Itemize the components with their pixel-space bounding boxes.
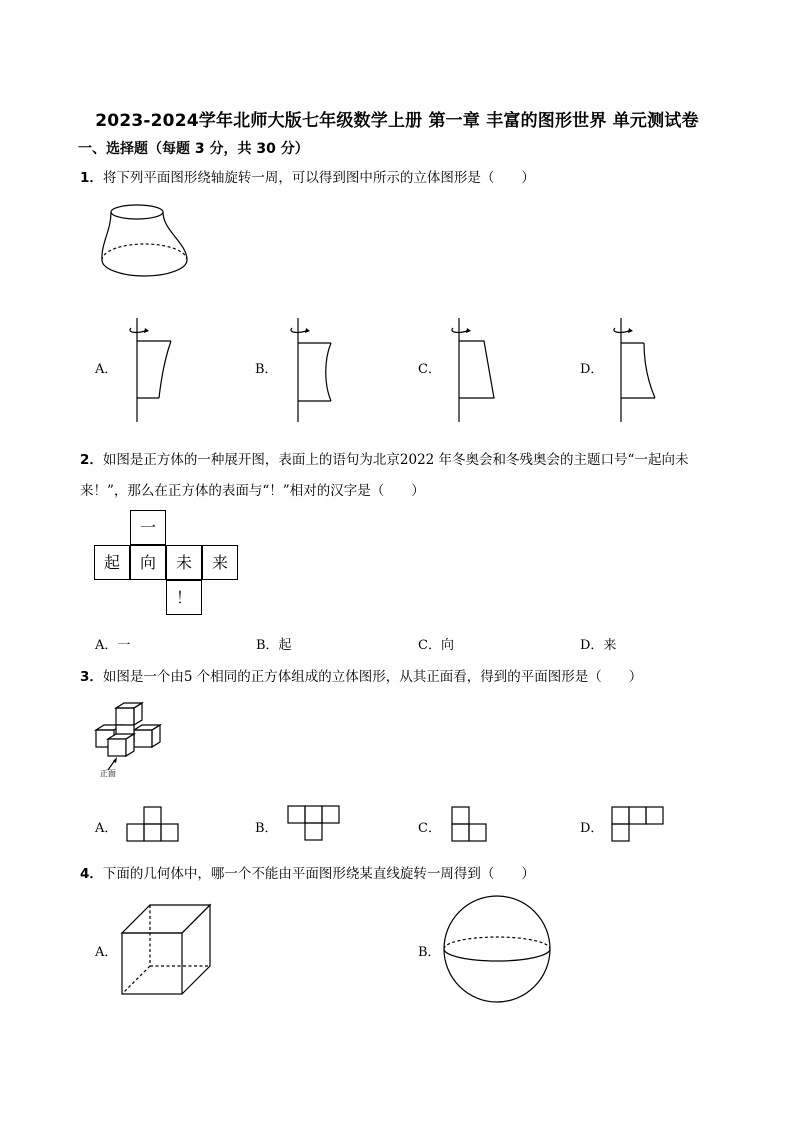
q4-option-b-label[interactable]: B． <box>418 945 441 960</box>
net-cell-wei: 未 <box>166 545 202 580</box>
question-number: 2． <box>80 452 103 468</box>
q3-option-a-label[interactable]: A． <box>95 821 118 836</box>
q3-option-d-label[interactable]: D． <box>580 821 604 836</box>
question-3 <box>80 665 642 685</box>
q1-option-c-figure[interactable] <box>447 318 507 424</box>
q1-option-b-figure[interactable] <box>286 318 346 424</box>
question-number: 3． <box>80 669 103 685</box>
question-2-line-1 <box>80 448 688 468</box>
question-text: 如图是一个由5 个相同的正方体组成的立体图形，从其正面看，得到的平面图形是（ ） <box>102 669 643 685</box>
q1-option-c-label[interactable]: C． <box>418 362 441 377</box>
q3-option-c-label[interactable]: C． <box>418 821 441 836</box>
net-cell-exclamation: ！ <box>166 580 202 615</box>
bottom-front-arc <box>102 260 187 276</box>
page-title: 2023-2024学年北师大版七年级数学上册 第一章 丰富的图形世界 单元测试卷 <box>95 111 699 131</box>
q3-option-c-figure[interactable] <box>451 805 491 843</box>
question-1 <box>80 166 535 186</box>
net-cell-lai: 来 <box>202 545 238 580</box>
frustum-solid-figure <box>95 195 195 287</box>
q3-option-b-label[interactable]: B． <box>255 821 278 836</box>
net-cell-yi: 一 <box>130 510 166 545</box>
q1-option-d-figure[interactable] <box>609 318 669 424</box>
question-2-line-2: 来！”，那么在正方体的表面与“！”相对的汉字是（ ） <box>80 483 425 499</box>
q4-option-b-sphere-figure[interactable] <box>441 893 553 1005</box>
net-cell-xiang: 向 <box>130 545 166 580</box>
q1-option-a-figure[interactable] <box>125 318 185 424</box>
q2-option-a[interactable]: A．一 <box>95 638 131 653</box>
q1-option-b-label[interactable]: B． <box>255 362 278 377</box>
question-text: 如图是正方体的一种展开图，表面上的语句为北京2022 年冬奥会和冬残奥会的主题口号“一起向未 <box>102 452 689 468</box>
section-heading: 一、选择题（每题 3 分，共 30 分） <box>78 141 309 157</box>
front-view-label: 正面 <box>100 769 116 778</box>
top-ellipse <box>111 205 163 219</box>
net-cell-qi: 起 <box>94 545 130 580</box>
question-number: 1． <box>80 170 103 186</box>
left-side <box>102 212 111 260</box>
question-text: 下面的几何体中，哪一个不能由平面图形绕某直线旋转一周得到（ ） <box>102 866 535 882</box>
bottom-back-arc <box>102 244 187 260</box>
question-number: 4． <box>80 866 103 882</box>
q3-option-b-figure[interactable] <box>287 805 343 843</box>
q2-option-d[interactable]: D．来 <box>580 638 617 653</box>
q3-option-d-figure[interactable] <box>611 805 667 843</box>
q3-option-a-figure[interactable] <box>126 805 182 843</box>
q4-option-a-label[interactable]: A． <box>95 945 118 960</box>
question-4 <box>80 862 535 882</box>
q1-option-a-label[interactable]: A． <box>95 362 118 377</box>
q2-option-b[interactable]: B．起 <box>256 638 292 653</box>
q1-option-d-label[interactable]: D． <box>580 362 604 377</box>
question-text: 将下列平面图形绕轴旋转一周，可以得到图中所示的立体图形是（ ） <box>102 170 535 186</box>
q4-option-a-cube-figure[interactable] <box>120 903 214 997</box>
q2-option-c[interactable]: C．向 <box>418 638 454 653</box>
